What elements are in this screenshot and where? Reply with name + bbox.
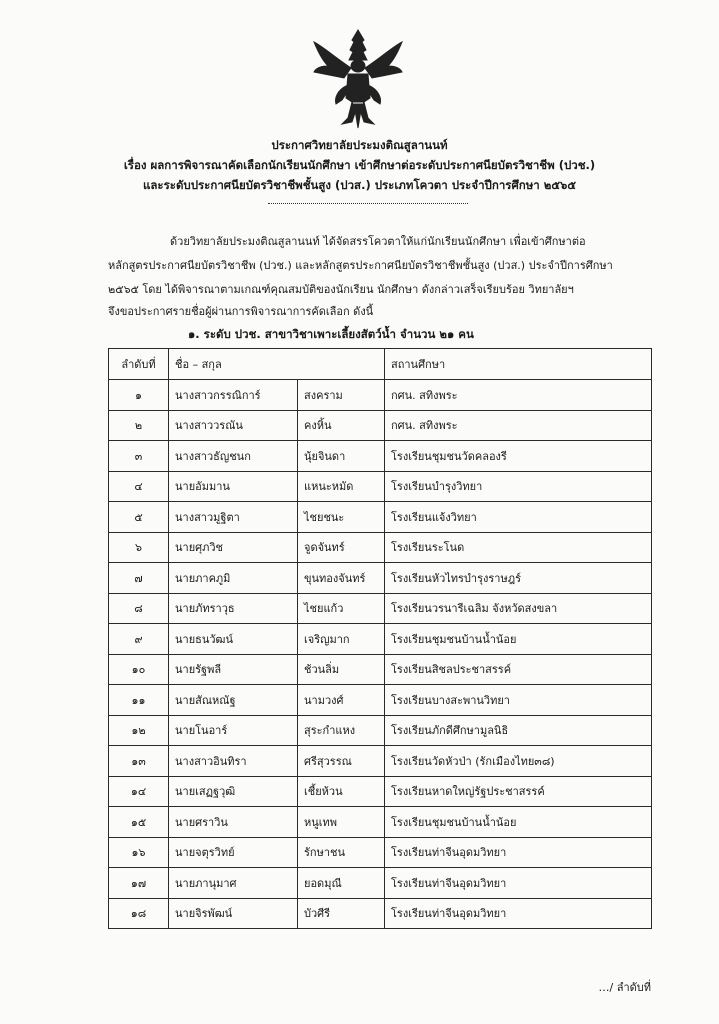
row-first-name: นายภานุมาศ bbox=[169, 868, 298, 899]
table-row bbox=[109, 715, 652, 746]
row-number: ๑๓ bbox=[109, 746, 169, 777]
row-number: ๑๖ bbox=[109, 837, 169, 868]
row-school: โรงเรียนท่าจีนอุดมวิทยา bbox=[385, 837, 652, 868]
row-last-name: ขุนทองจันทร์ bbox=[298, 563, 385, 594]
row-school: โรงเรียนชุมชนวัดคลองรี bbox=[385, 441, 652, 472]
row-first-name: นายภาคภูมิ bbox=[169, 563, 298, 594]
row-number: ๑๑ bbox=[109, 685, 169, 716]
row-first-name: นายศุภวิช bbox=[169, 532, 298, 563]
table-header-row bbox=[109, 349, 652, 380]
table-row bbox=[109, 837, 652, 868]
table-row bbox=[109, 868, 652, 899]
row-last-name: หนูเทพ bbox=[298, 807, 385, 838]
row-school: โรงเรียนแจ้งวิทยา bbox=[385, 502, 652, 533]
row-number: ๔ bbox=[109, 471, 169, 502]
row-school: โรงเรียนบำรุงวิทยา bbox=[385, 471, 652, 502]
table-row bbox=[109, 898, 652, 929]
row-school: โรงเรียนชุมชนบ้านน้ำน้อย bbox=[385, 624, 652, 655]
row-last-name: เจริญมาก bbox=[298, 624, 385, 655]
table-row bbox=[109, 593, 652, 624]
table-row bbox=[109, 746, 652, 777]
body-paragraph-line-1: ด้วยวิทยาลัยประมงติณสูลานนท์ ได้จัดสรรโควตาให้แก่นักเรียนนักศึกษา เพื่อเข้าศึกษาต่อ bbox=[170, 235, 586, 248]
row-first-name: นายจิรพัฒน์ bbox=[169, 898, 298, 929]
row-number: ๙ bbox=[109, 624, 169, 655]
row-number: ๗ bbox=[109, 563, 169, 594]
body-paragraph-line-3: ๒๕๖๕ โดย ได้พิจารณาตามเกณฑ์คุณสมบัติของนักเรียน นักศึกษา ดังกล่าวเสร็จเรียบร้อย วิทยาลัยฯ bbox=[108, 283, 574, 296]
row-last-name: ยอดมุณี bbox=[298, 868, 385, 899]
row-first-name: นายรัฐพลี bbox=[169, 654, 298, 685]
row-last-name: สุระกำแหง bbox=[298, 715, 385, 746]
row-number: ๒ bbox=[109, 410, 169, 441]
table-row bbox=[109, 502, 652, 533]
table-row bbox=[109, 685, 652, 716]
row-school: โรงเรียนหาดใหญ่รัฐประชาสรรค์ bbox=[385, 776, 652, 807]
body-paragraph-line-4: จึงขอประกาศรายชื่อผู้ผ่านการพิจารณาการคัดเลือก ดังนี้ bbox=[108, 305, 374, 318]
row-number: ๘ bbox=[109, 593, 169, 624]
row-first-name: นายสัณหณัฐ bbox=[169, 685, 298, 716]
row-last-name: สงคราม bbox=[298, 380, 385, 411]
row-first-name: นางสาวธัญชนก bbox=[169, 441, 298, 472]
row-school: โรงเรียนวัดหัวป่า (รักเมืองไทย๓๘) bbox=[385, 746, 652, 777]
table-row bbox=[109, 410, 652, 441]
row-school: โรงเรียนท่าจีนอุดมวิทยา bbox=[385, 868, 652, 899]
row-last-name: คงหิ้น bbox=[298, 410, 385, 441]
table-row bbox=[109, 654, 652, 685]
row-number: ๑๔ bbox=[109, 776, 169, 807]
section-title: ๑. ระดับ ปวช. สาขาวิชาเพาะเลี้ยงสัตว์น้ำ จำนวน ๒๑ คน bbox=[188, 327, 474, 341]
header-no: ลำดับที่ bbox=[109, 349, 169, 380]
row-school: โรงเรียนบางสะพานวิทยา bbox=[385, 685, 652, 716]
row-first-name: นางสาววรณัน bbox=[169, 410, 298, 441]
row-first-name: นางสาวอินทิรา bbox=[169, 746, 298, 777]
row-school: โรงเรียนชุมชนบ้านน้ำน้อย bbox=[385, 807, 652, 838]
table-row bbox=[109, 624, 652, 655]
row-last-name: จูดจันทร์ bbox=[298, 532, 385, 563]
row-school: โรงเรียนวรนารีเฉลิม จังหวัดสงขลา bbox=[385, 593, 652, 624]
announcement-subject: เรื่อง ผลการพิจารณาคัดเลือกนักเรียนนักศึกษา เข้าศึกษาต่อระดับประกาศนียบัตรวิชาชีพ (ปวช.) bbox=[123, 158, 596, 172]
row-first-name: นางสาวมูฐิตา bbox=[169, 502, 298, 533]
table-row bbox=[109, 807, 652, 838]
table-row bbox=[109, 441, 652, 472]
row-number: ๑๒ bbox=[109, 715, 169, 746]
row-first-name: นายจตุรวิทย์ bbox=[169, 837, 298, 868]
row-first-name: นายอัมมาน bbox=[169, 471, 298, 502]
row-number: ๖ bbox=[109, 532, 169, 563]
row-last-name: เชี้ยห้วน bbox=[298, 776, 385, 807]
announcement-subject-continued: และระดับประกาศนียบัตรวิชาชีพชั้นสูง (ปวส.) ประเภทโควตา ประจำปีการศึกษา ๒๕๖๕ bbox=[142, 178, 577, 192]
row-school: โรงเรียนภักดีศึกษามูลนิธิ bbox=[385, 715, 652, 746]
row-last-name: รักษาชน bbox=[298, 837, 385, 868]
continued-note: …/ ลำดับที่ bbox=[598, 981, 651, 994]
row-number: ๑๘ bbox=[109, 898, 169, 929]
student-list-table bbox=[108, 348, 652, 929]
table-row bbox=[109, 563, 652, 594]
dotted-divider bbox=[268, 203, 468, 204]
row-number: ๓ bbox=[109, 441, 169, 472]
row-number: ๑๗ bbox=[109, 868, 169, 899]
table-row bbox=[109, 471, 652, 502]
row-last-name: ไชยชนะ bbox=[298, 502, 385, 533]
garuda-emblem-icon bbox=[312, 28, 404, 130]
row-first-name: นายโนอาร์ bbox=[169, 715, 298, 746]
header-school: สถานศึกษา bbox=[385, 349, 652, 380]
row-last-name: นุ้ยจินดา bbox=[298, 441, 385, 472]
row-first-name: นายเสฏฐวุฒิ bbox=[169, 776, 298, 807]
row-school: โรงเรียนหัวไทรบำรุงราษฎร์ bbox=[385, 563, 652, 594]
row-number: ๑ bbox=[109, 380, 169, 411]
row-last-name: บัวศีรี bbox=[298, 898, 385, 929]
row-last-name: นามวงศ์ bbox=[298, 685, 385, 716]
table-row bbox=[109, 776, 652, 807]
row-first-name: นายธนวัฒน์ bbox=[169, 624, 298, 655]
row-number: ๕ bbox=[109, 502, 169, 533]
row-school: โรงเรียนท่าจีนอุดมวิทยา bbox=[385, 898, 652, 929]
row-school: กศน. สทิงพระ bbox=[385, 410, 652, 441]
announcement-title: ประกาศวิทยาลัยประมงติณสูลานนท์ bbox=[271, 138, 448, 152]
row-last-name: แหนะหมัด bbox=[298, 471, 385, 502]
row-school: โรงเรียนสิชลประชาสรรค์ bbox=[385, 654, 652, 685]
row-first-name: นายศราวิน bbox=[169, 807, 298, 838]
table-row bbox=[109, 532, 652, 563]
body-paragraph-line-2: หลักสูตรประกาศนียบัตรวิชาชีพ (ปวช.) และหลักสูตรประกาศนียบัตรวิชาชีพชั้นสูง (ปวส.) ประจำปีการศึกษา bbox=[108, 259, 613, 272]
row-first-name: นางสาวกรรณิการ์ bbox=[169, 380, 298, 411]
row-last-name: ศรีสุวรรณ bbox=[298, 746, 385, 777]
row-number: ๑๐ bbox=[109, 654, 169, 685]
table-row bbox=[109, 380, 652, 411]
row-last-name: ไชยแก้ว bbox=[298, 593, 385, 624]
row-school: กศน. สทิงพระ bbox=[385, 380, 652, 411]
row-school: โรงเรียนระโนด bbox=[385, 532, 652, 563]
header-name: ชื่อ – สกุล bbox=[169, 349, 385, 380]
row-number: ๑๕ bbox=[109, 807, 169, 838]
row-first-name: นายภัทราวุธ bbox=[169, 593, 298, 624]
row-last-name: ช้วนลิ่ม bbox=[298, 654, 385, 685]
